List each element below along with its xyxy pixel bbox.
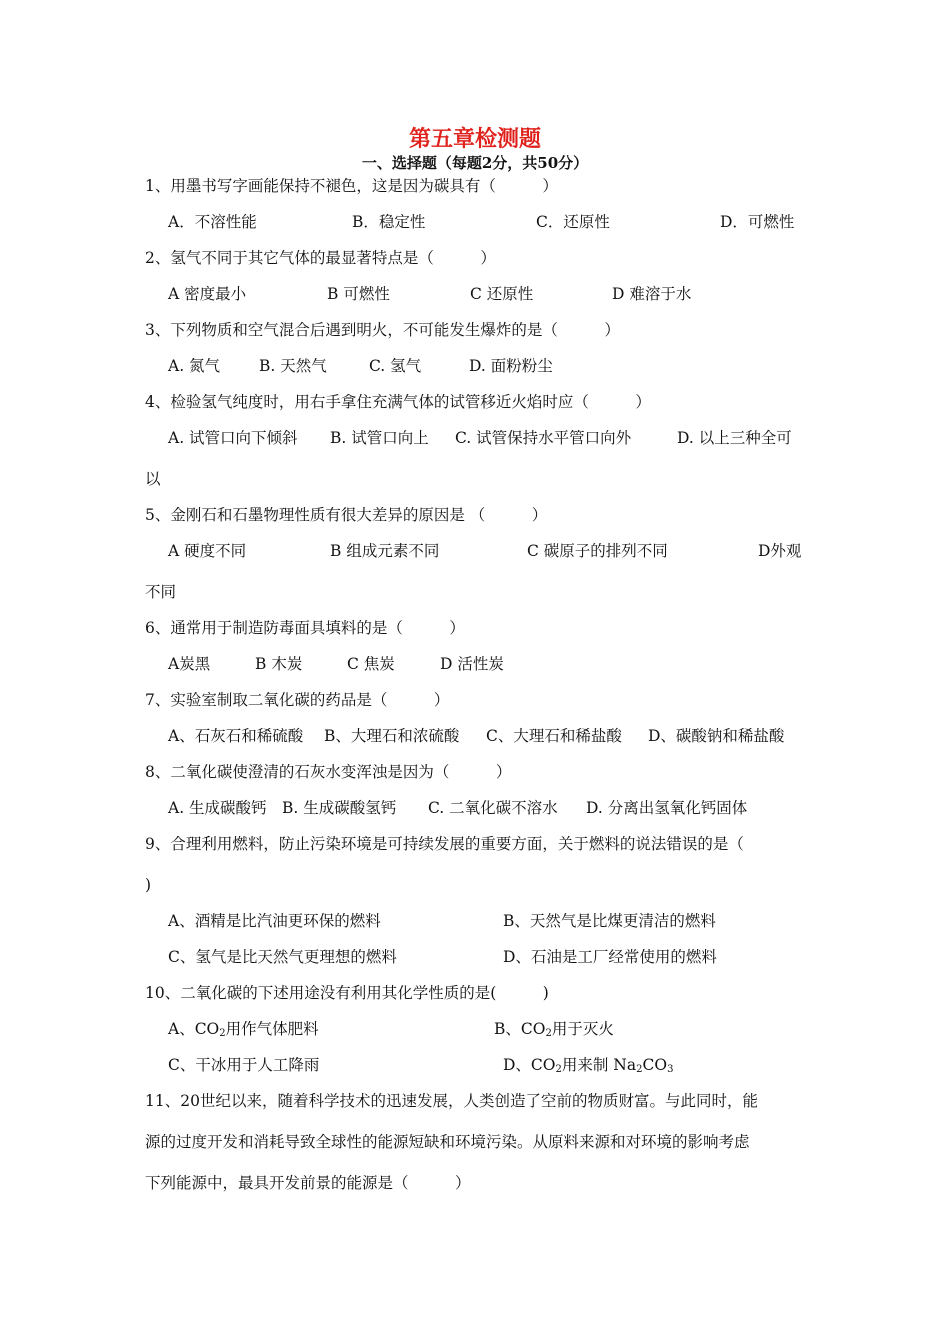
option-b: B. 天然气 (259, 357, 327, 375)
option-d: D、石油是工厂经常使用的燃料 (503, 948, 717, 966)
question-3-stem: 3、下列物质和空气混合后遇到明火，不可能发生爆炸的是（ ） (145, 321, 620, 339)
option-c: C. 试管保持水平管口向外 (455, 429, 632, 447)
question-9-wrap: ) (145, 876, 152, 894)
question-10-stem: 10、二氧化碳的下述用途没有利用其化学性质的是( ) (145, 984, 549, 1002)
option-d: D. 面粉粉尘 (469, 357, 553, 375)
option-a: A、石灰石和稀硫酸 (168, 727, 304, 745)
option-a: A. 试管口向下倾斜 (168, 429, 298, 447)
option-b: B、大理石和浓硫酸 (324, 727, 460, 745)
option-d: D．可燃性 (720, 213, 795, 231)
option-c: C 焦炭 (347, 655, 395, 673)
option-b: B．稳定性 (352, 213, 426, 231)
page-title: 第五章检测题 (408, 126, 541, 152)
section-heading: 一、选择题（每题2分，共50分） (361, 154, 589, 172)
question-1-stem: 1、用墨书写字画能保持不褪色，这是因为碳具有（ ） (145, 177, 558, 195)
option-a: A 硬度不同 (168, 542, 247, 560)
option-a: A、酒精是比汽油更环保的燃料 (168, 912, 381, 930)
option-b: B 组成元素不同 (330, 542, 440, 560)
option-b: B. 生成碳酸氢钙 (282, 799, 397, 817)
option-a: A. 生成碳酸钙 (168, 799, 267, 817)
option-a: A. 氮气 (168, 357, 221, 375)
option-c: C 还原性 (470, 285, 534, 303)
option-c: C. 二氧化碳不溶水 (428, 799, 558, 817)
question-6-stem: 6、通常用于制造防毒面具填料的是（ ） (145, 619, 465, 637)
option-c: C、干冰用于人工降雨 (168, 1056, 320, 1074)
question-4-stem: 4、检验氢气纯度时，用右手拿住充满气体的试管移近火焰时应（ ） (145, 393, 651, 411)
option-d: D 活性炭 (440, 655, 504, 673)
question-8-stem: 8、二氧化碳使澄清的石灰水变浑浊是因为（ ） (145, 763, 512, 781)
option-b: B 木炭 (255, 655, 303, 673)
option-b: B 可燃性 (327, 285, 390, 303)
option-a: A．不溶性能 (168, 213, 257, 231)
question-9-stem: 9、合理利用燃料，防止污染环境是可持续发展的重要方面，关于燃料的说法错误的是（ (145, 835, 744, 853)
option-d: D、碳酸钠和稀盐酸 (648, 727, 785, 745)
question-7-stem: 7、实验室制取二氧化碳的药品是（ ） (145, 691, 450, 709)
option-a: A炭黑 (168, 655, 211, 673)
option-b: B、天然气是比煤更清洁的燃料 (503, 912, 716, 930)
question-4-wrap: 以 (145, 470, 161, 488)
question-5-wrap: 不同 (145, 583, 177, 601)
option-d: D 难溶于水 (612, 285, 692, 303)
option-c: C 碳原子的排列不同 (527, 542, 668, 560)
question-11-stem-line3: 下列能源中，最具开发前景的能源是（ ） (145, 1174, 471, 1192)
question-2-stem: 2、氢气不同于其它气体的最显著特点是（ ） (145, 249, 496, 267)
option-c: C. 氢气 (369, 357, 422, 375)
question-11-stem-line1: 11、20世纪以来，随着科学技术的迅速发展，人类创造了空前的物质财富。与此同时，能 (145, 1092, 758, 1110)
option-b: B、$CO_2$用于灭火 (494, 1020, 614, 1039)
option-c: C、大理石和稀盐酸 (486, 727, 622, 745)
question-11-stem-line2: 源的过度开发和消耗导致全球性的能源短缺和环境污染。从原料来源和对环境的影响考虑 (145, 1133, 750, 1151)
option-c: C、氢气是比天然气更理想的燃料 (168, 948, 397, 966)
option-d: D外观 (758, 542, 802, 560)
option-a: A、$CO_2$用作气体肥料 (168, 1020, 319, 1039)
question-5-stem: 5、金刚石和石墨物理性质有很大差异的原因是 （ ） (145, 506, 548, 524)
option-c: C．还原性 (536, 213, 610, 231)
option-b: B. 试管口向上 (330, 429, 429, 447)
option-d: D. 以上三种全可 (677, 429, 792, 447)
option-d: D、$CO_2$用来制 $Na_2CO_3$ (503, 1056, 674, 1075)
option-d: D. 分离出氢氧化钙固体 (586, 799, 748, 817)
option-a: A 密度最小 (168, 285, 247, 303)
